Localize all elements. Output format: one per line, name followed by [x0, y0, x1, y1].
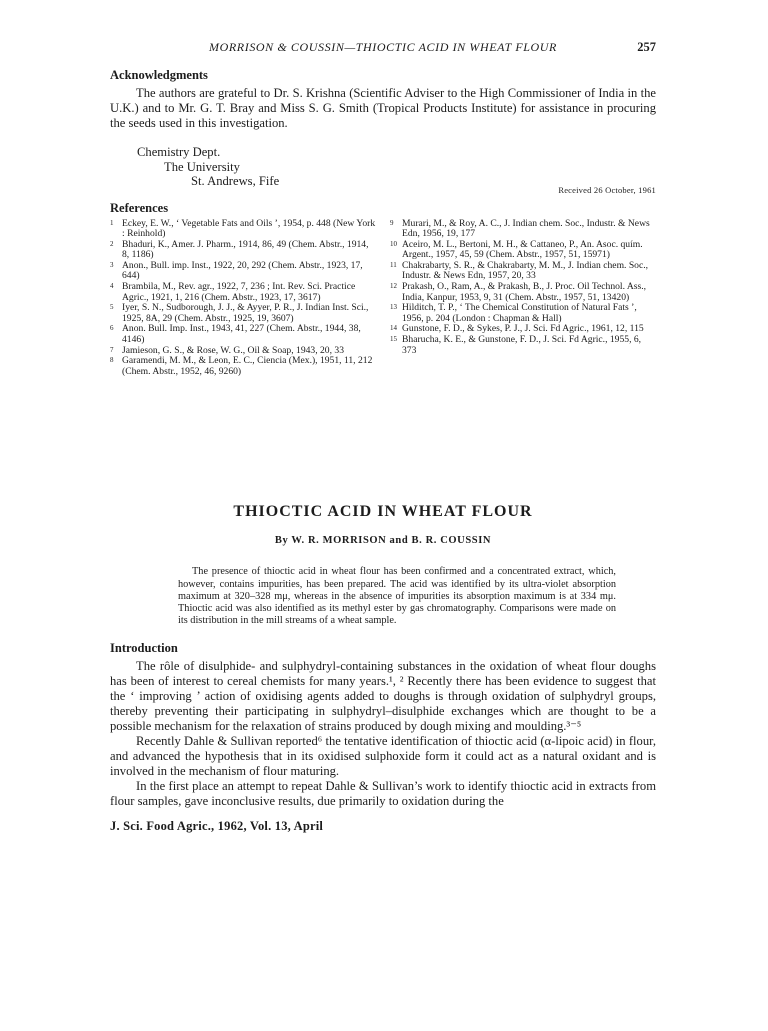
- references-column-right: [390, 219, 656, 378]
- running-head: [110, 40, 656, 62]
- reference-number: 5: [110, 303, 114, 312]
- reference-text: Murari, M., & Roy, A. C., J. Indian chem. Soc., Industr. & News Edn, 1956, 19, 177: [402, 217, 650, 240]
- reference-number: 2: [110, 239, 114, 248]
- reference-number: 13: [390, 303, 397, 312]
- reference-item: [390, 335, 656, 356]
- reference-number: 11: [390, 260, 397, 269]
- references-column-left: [110, 219, 376, 378]
- reference-text: Anon., Bull. imp. Inst., 1922, 20, 292 (Chem. Abstr., 1923, 17, 644): [122, 259, 363, 282]
- address-line-1: Chemistry Dept.: [137, 145, 221, 159]
- reference-number: 12: [390, 282, 397, 291]
- reference-number: 6: [110, 324, 114, 333]
- reference-text: Anon. Bull. Imp. Inst., 1943, 41, 227 (Chem. Abstr., 1944, 38, 4146): [122, 323, 361, 346]
- journal-page: [110, 40, 656, 834]
- received-date: Received 26 October, 1961: [558, 184, 656, 195]
- references-list: [110, 219, 656, 378]
- article-title: THIOCTIC ACID IN WHEAT FLOUR: [233, 503, 533, 521]
- introduction-paragraph-2: Recently Dahle & Sullivan reported⁶ the tentative identification of thioctic acid (α-lipoic acid) in flour, and advanced the hypothesis that in its oxidised sulphoxide form it could act as a natural oxidant and is involved in the mechanism of flour maturing.: [110, 734, 656, 779]
- article-byline: By W. R. MORRISON and B. R. COUSSIN: [274, 535, 492, 547]
- reference-number: 4: [110, 282, 114, 291]
- reference-text: Aceiro, M. L., Bertoni, M. H., & Cattaneo, P., An. Asoc. quím. Argent., 1957, 45, 59 (Chem. Abstr., 1957, 51, 15971): [402, 238, 643, 261]
- reference-text: Jamieson, G. S., & Rose, W. G., Oil & Soap, 1943, 20, 33: [122, 344, 344, 356]
- reference-item: [390, 303, 656, 324]
- article-abstract: The presence of thioctic acid in wheat flour has been confirmed and a concentrated extract, which, however, contains impurities, has been prepared. The acid was identified by its ultra-violet absorption maximum at 320–328 mμ, whereas in the absence of impurities its absorption maximum is at 334 mμ. Thioctic acid was also identified as its methyl ester by gas chromatography. Comparisons were made on its distribution in the mill streams of a wheat sample.: [178, 566, 616, 627]
- reference-number: 14: [390, 324, 397, 333]
- reference-item: [110, 324, 376, 345]
- reference-text: Gunstone, F. D., & Sykes, P. J., J. Sci. Fd Agric., 1961, 12, 115: [402, 323, 644, 335]
- reference-text: Hilditch, T. P., ‘ The Chemical Constitution of Natural Fats ’, 1956, p. 204 (London : Chapman & Hall): [402, 302, 637, 324]
- acknowledgements-text: The authors are grateful to Dr. S. Krishna (Scientific Adviser to the High Commissioner of India in the U.K.) and to Mr. G. T. Bray and Miss S. G. Smith (Tropical Products Institute) for assistance in procuring the seeds used in this investigation.: [110, 86, 656, 130]
- reference-item: [390, 282, 656, 303]
- introduction-heading: Introduction: [110, 641, 178, 656]
- author-address: [137, 145, 656, 189]
- reference-text: Garamendi, M. M., & Leon, E. C., Ciencia (Mex.), 1951, 11, 212 (Chem. Abstr., 1952, 46, 9260): [122, 355, 373, 377]
- address-line-3: St. Andrews, Fife: [191, 174, 280, 188]
- reference-item: [390, 219, 656, 240]
- introduction-paragraph-1: The rôle of disulphide- and sulphydryl-containing substances in the oxidation of wheat flour doughs has been of interest to cereal chemists for many years.¹, ² Recently there has been evidence to suggest that the ‘ improving ’ action of oxidising agents added to doughs is through oxidation of sulphydryl groups, thereby preventing their participating in sulphydryl–disulphide exchanges which are thought to be a possible mechanism for the relaxation of strains produced by dough mixing and moulding.³⁻⁵: [110, 659, 656, 734]
- reference-item: [110, 282, 376, 303]
- reference-item: [390, 240, 656, 261]
- page-number: 257: [637, 40, 656, 54]
- reference-number: 15: [390, 335, 397, 344]
- reference-text: Iyer, S. N., Sudborough, J. J., & Ayyer, P. R., J. Indian Inst. Sci., 1925, 8A, 29 (Chem. Abstr., 1925, 19, 3607): [122, 302, 369, 324]
- reference-number: 3: [110, 260, 114, 269]
- introduction-paragraph-3: In the first place an attempt to repeat Dahle & Sullivan’s work to identify thioctic acid in extracts from flour samples, gave inconclusive results, due primarily to oxidation during the: [110, 779, 656, 809]
- reference-text: Prakash, O., Ram, A., & Prakash, B., J. Proc. Oil Technol. Ass., India, Kanpur, 1953, 9, 31 (Chem. Abstr., 1957, 51, 13420): [402, 281, 647, 303]
- reference-text: Bharucha, K. E., & Gunstone, F. D., J. Sci. Fd Agric., 1955, 6, 373: [402, 334, 642, 356]
- reference-number: 1: [110, 218, 114, 227]
- reference-item: [390, 261, 656, 282]
- reference-item: [110, 240, 376, 261]
- reference-text: Chakrabarty, S. R., & Chakrabarty, M. M., J. Indian chem. Soc., Industr. & News Edn, 1957, 20, 33: [402, 259, 649, 282]
- reference-item: [110, 219, 376, 240]
- reference-number: 9: [390, 218, 394, 227]
- reference-item: [110, 356, 376, 377]
- reference-number: 10: [390, 239, 397, 248]
- journal-footer: J. Sci. Food Agric., 1962, Vol. 13, April: [110, 819, 324, 834]
- references-heading: References: [110, 200, 169, 215]
- reference-text: Brambila, M., Rev. agr., 1922, 7, 236 ; Int. Rev. Sci. Practice Agric., 1921, 1, 216 (Chem. Abstr., 1923, 17, 3617): [122, 281, 356, 303]
- running-head-title: MORRISON & COUSSIN—THIOCTIC ACID IN WHEAT FLOUR: [209, 40, 557, 54]
- address-line-2: The University: [164, 159, 240, 174]
- reference-text: Bhaduri, K., Amer. J. Pharm., 1914, 86, 49 (Chem. Abstr., 1914, 8, 1186): [122, 238, 369, 261]
- reference-number: 8: [110, 356, 114, 365]
- reference-number: 7: [110, 345, 114, 354]
- reference-item: [110, 261, 376, 282]
- reference-item: [110, 303, 376, 324]
- reference-text: Eckey, E. W., ‘ Vegetable Fats and Oils ’, 1954, p. 448 (New York : Reinhold): [122, 217, 376, 240]
- acknowledgements-heading: Acknowledgments: [110, 68, 208, 82]
